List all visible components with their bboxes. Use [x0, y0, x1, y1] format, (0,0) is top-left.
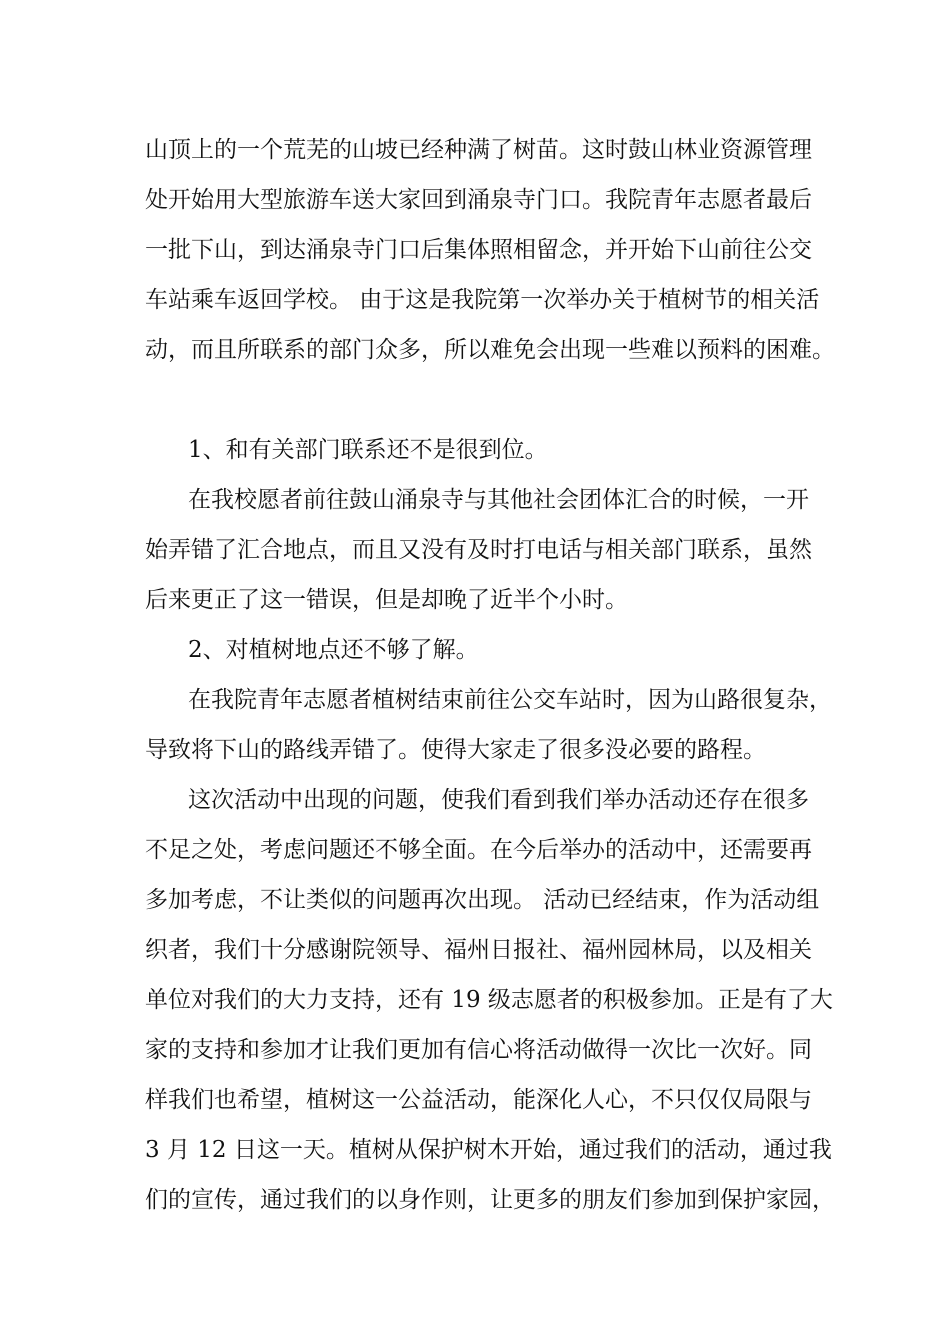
paragraph-line: 后来更正了这一错误，但是却晚了近半个小时。	[145, 587, 628, 613]
list-heading-2: 2、对植树地点还不够了解。	[188, 637, 479, 663]
paragraph-line: 多加考虑，不让类似的问题再次出现。 活动已经结束，作为活动组	[145, 887, 820, 913]
paragraph-line: 在我院青年志愿者植树结束前往公交车站时，因为山路很复杂，	[188, 687, 832, 713]
list-heading-1: 1、和有关部门联系还不是很到位。	[188, 437, 548, 463]
paragraph-line: 处开始用大型旅游车送大家回到涌泉寺门口。我院青年志愿者最后	[145, 187, 812, 213]
paragraph-line: 始弄错了汇合地点，而且又没有及时打电话与相关部门联系，虽然	[145, 537, 812, 563]
paragraph-line: 们的宣传，通过我们的以身作则，让更多的朋友们参加到保护家园，	[145, 1187, 835, 1213]
paragraph-line: 在我校愿者前往鼓山涌泉寺与其他社会团体汇合的时候，一开	[188, 487, 809, 513]
paragraph-line: 一批下山，到达涌泉寺门口后集体照相留念，并开始下山前往公交	[145, 237, 812, 263]
paragraph-line: 织者，我们十分感谢院领导、福州日报社、福州园林局，以及相关	[145, 937, 812, 963]
paragraph-line: 样我们也希望，植树这一公益活动，能深化人心，不只仅仅局限与	[145, 1087, 812, 1113]
paragraph-line: 车站乘车返回学校。 由于这是我院第一次举办关于植树节的相关活	[145, 287, 820, 313]
paragraph-line: 这次活动中出现的问题，使我们看到我们举办活动还存在很多	[188, 787, 809, 813]
paragraph-line: 导致将下山的路线弄错了。使得大家走了很多没必要的路程。	[145, 737, 766, 763]
paragraph-line: 单位对我们的大力支持，还有 19 级志愿者的积极参加。正是有了大	[145, 987, 833, 1013]
paragraph-line: 不足之处，考虑问题还不够全面。在今后举办的活动中，还需要再	[145, 837, 812, 863]
paragraph-line: 3 月 12 日这一天。植树从保护树木开始，通过我们的活动，通过我	[145, 1137, 832, 1163]
paragraph-line: 山顶上的一个荒芜的山坡已经种满了树苗。这时鼓山林业资源管理	[145, 137, 812, 163]
paragraph-line: 家的支持和参加才让我们更加有信心将活动做得一次比一次好。同	[145, 1037, 812, 1063]
paragraph-line: 动，而且所联系的部门众多，所以难免会出现一些难以预料的困难。	[145, 337, 835, 363]
